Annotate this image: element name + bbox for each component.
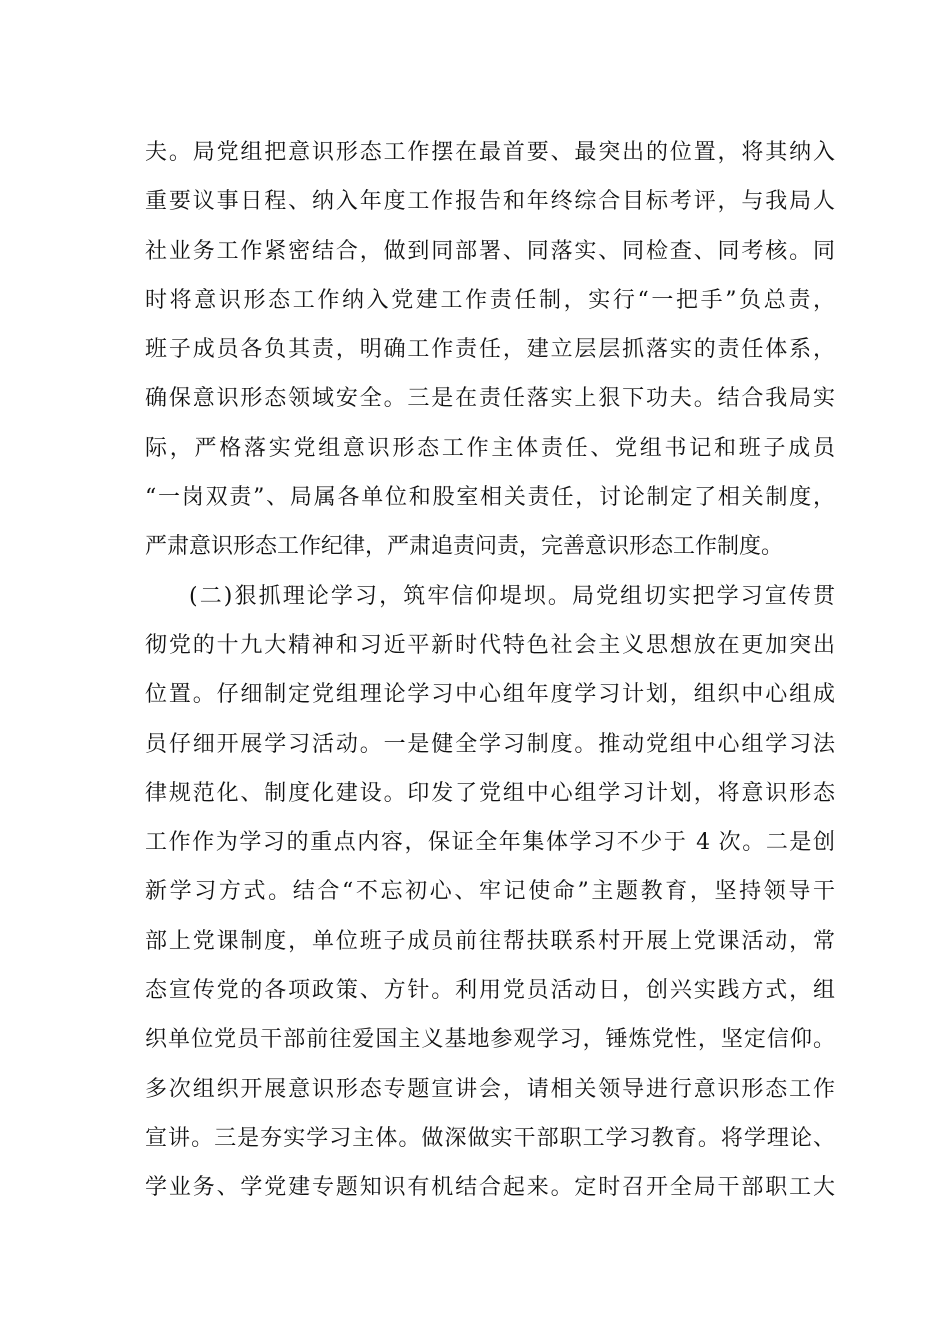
text-line: 新学习方式。结合“不忘初心、牢记使命”主题教育，坚持领导干 xyxy=(145,879,835,905)
text-line: 部上党课制度，单位班子成员前往帮扶联系村开展上党课活动，常 xyxy=(145,928,835,954)
text-line: 多次组织开展意识形态专题宣讲会，请相关领导进行意识形态工作 xyxy=(145,1076,835,1102)
text-line: 织单位党员干部前往爱国主义基地参观学习，锤炼党性，坚定信仰。 xyxy=(145,1027,835,1053)
text-line: “一岗双责”、局属各单位和股室相关责任，讨论制定了相关制度， xyxy=(145,485,835,511)
text-line: 位置。仔细制定党组理论学习中心组年度学习计划，组织中心组成 xyxy=(145,682,835,708)
text-line: 学业务、学党建专题知识有机结合起来。定时召开全局干部职工大 xyxy=(145,1175,835,1201)
text-line: 重要议事日程、纳入年度工作报告和年终综合目标考评，与我局人 xyxy=(145,189,835,215)
text-line: 严肃意识形态工作纪律，严肃追责问责，完善意识形态工作制度。 xyxy=(145,534,784,560)
text-line: 班子成员各负其责，明确工作责任，建立层层抓落实的责任体系， xyxy=(145,337,835,363)
text-line: 际，严格落实党组意识形态工作主体责任、党组书记和班子成员 xyxy=(145,435,835,461)
text-line: 工作作为学习的重点内容，保证全年集体学习不少于 4 次。二是创 xyxy=(145,830,835,856)
document-body-text xyxy=(145,128,835,1213)
text-line: 宣讲。三是夯实学习主体。做深做实干部职工学习教育。将学理论、 xyxy=(145,1125,835,1151)
text-line: 态宣传党的各项政策、方针。利用党员活动日，创兴实践方式，组 xyxy=(145,978,835,1004)
text-line: 律规范化、制度化建设。印发了党组中心组学习计划，将意识形态 xyxy=(145,780,835,806)
text-line: 社业务工作紧密结合，做到同部署、同落实、同检查、同考核。同 xyxy=(145,238,835,264)
text-line: 确保意识形态领域安全。三是在责任落实上狠下功夫。结合我局实 xyxy=(145,386,835,412)
text-line: 时将意识形态工作纳入党建工作责任制，实行“一把手”负总责， xyxy=(145,287,835,313)
text-line: 夫。局党组把意识形态工作摆在最首要、最突出的位置，将其纳入 xyxy=(145,140,835,165)
text-line: (二)狠抓理论学习，筑牢信仰堤坝。局党组切实把学习宣传贯 xyxy=(189,583,835,609)
text-line: 员仔细开展学习活动。一是健全学习制度。推动党组中心组学习法 xyxy=(145,731,835,757)
text-line: 彻党的十九大精神和习近平新时代特色社会主义思想放在更加突出 xyxy=(145,632,835,658)
